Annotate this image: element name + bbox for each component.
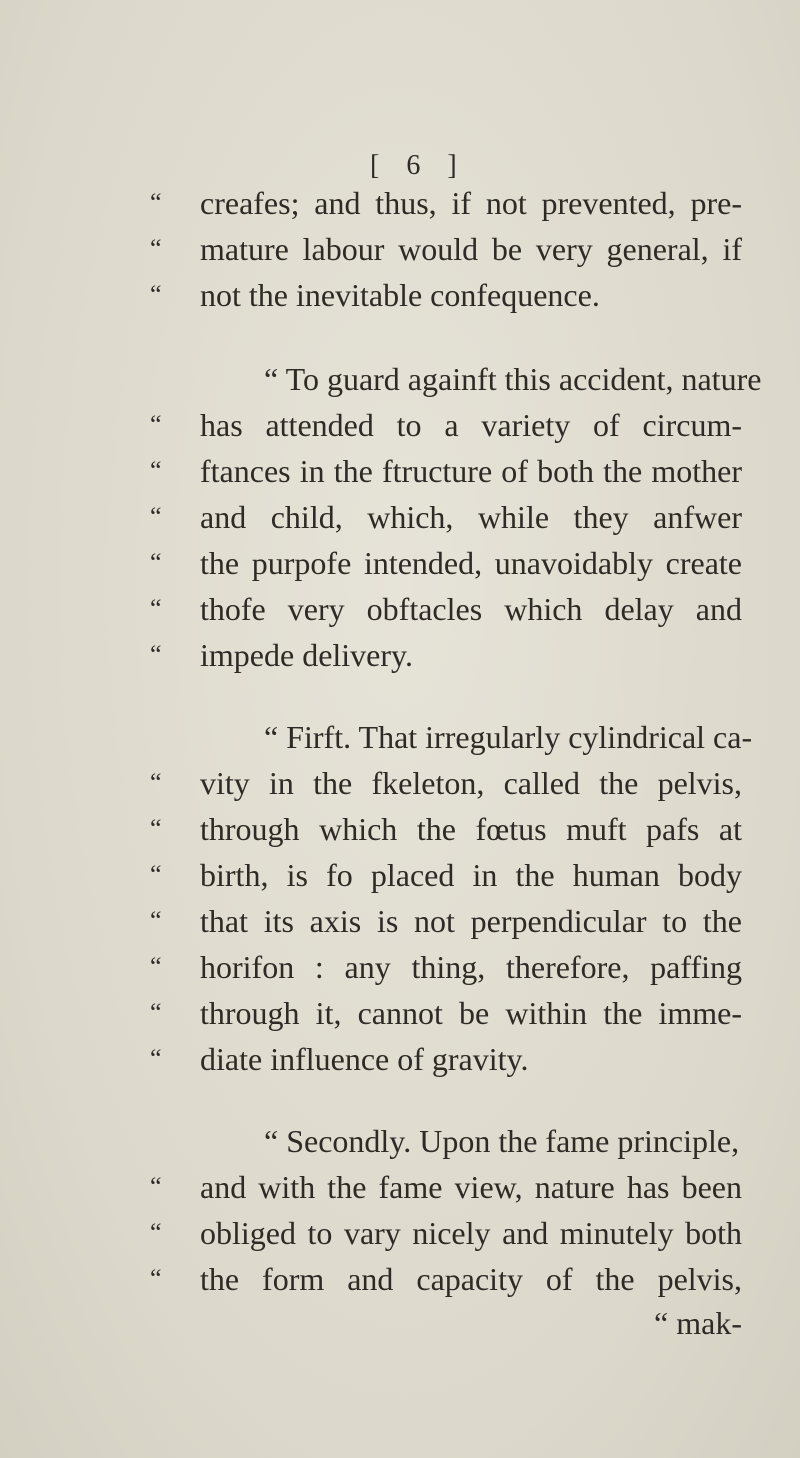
text-line <box>0 944 800 990</box>
text-line <box>0 1164 800 1210</box>
line-text: “ To guard againft this accident, nature <box>264 361 762 397</box>
text-line <box>0 1210 800 1256</box>
text-line <box>0 356 800 402</box>
text-line <box>0 898 800 944</box>
quote-mark: “ <box>150 814 162 843</box>
quote-mark: “ <box>150 234 162 263</box>
text-line <box>0 494 800 540</box>
text-line <box>0 806 800 852</box>
line-text: and with the fame view, nature has been <box>200 1169 742 1205</box>
line-text: not the inevitable confequence. <box>200 277 600 313</box>
line-text: horifon : any thing, therefore, paffing <box>200 949 742 985</box>
text-line <box>0 1036 800 1082</box>
quote-mark: “ <box>150 768 162 797</box>
line-text: obliged to vary nicely and minutely both <box>200 1215 742 1251</box>
quote-mark: “ <box>150 952 162 981</box>
text-line <box>0 402 800 448</box>
line-text: vity in the fkeleton, called the pelvis, <box>200 765 742 801</box>
page-number: [ 6 ] <box>370 150 467 181</box>
line-text: thofe very obftacles which delay and <box>200 591 742 627</box>
line-text: the purpofe intended, unavoidably create <box>200 545 742 581</box>
text-line <box>0 990 800 1036</box>
quote-mark: “ <box>150 502 162 531</box>
line-text: “ Secondly. Upon the fame principle, <box>264 1123 740 1159</box>
quote-mark: “ <box>150 640 162 669</box>
quote-mark: “ <box>150 410 162 439</box>
catchword-line <box>0 1300 800 1346</box>
line-text: has attended to a variety of circum- <box>200 407 742 443</box>
line-text: through which the fœtus muft pafs at <box>200 811 742 847</box>
quote-mark: “ <box>150 860 162 889</box>
quote-mark: “ <box>150 280 162 309</box>
line-text: birth, is fo placed in the human body <box>200 857 742 893</box>
line-text: impede delivery. <box>200 637 413 673</box>
line-text: mature labour would be very general, if <box>200 231 742 267</box>
text-line <box>0 226 800 272</box>
quote-mark: “ <box>150 998 162 1027</box>
text-line <box>0 1118 800 1164</box>
line-text: “ Firft. That irregularly cylindrical ca- <box>264 719 753 755</box>
quote-mark: “ <box>150 1044 162 1073</box>
line-text: creafes; and thus, if not prevented, pre- <box>200 185 742 221</box>
quote-mark: “ <box>150 1264 162 1293</box>
text-line <box>0 180 800 226</box>
text-line <box>0 586 800 632</box>
line-text: the form and capacity of the pelvis, <box>200 1261 742 1297</box>
quote-mark: “ <box>150 188 162 217</box>
catchword: “ mak- <box>654 1305 742 1341</box>
text-line <box>0 540 800 586</box>
line-text: through it, cannot be within the imme- <box>200 995 742 1031</box>
line-text: that its axis is not perpendicular to the <box>200 903 742 939</box>
text-line <box>0 852 800 898</box>
line-text: ftances in the ftructure of both the mother <box>200 453 742 489</box>
quote-mark: “ <box>150 1218 162 1247</box>
line-text: diate influence of gravity. <box>200 1041 529 1077</box>
quote-mark: “ <box>150 456 162 485</box>
quote-mark: “ <box>150 548 162 577</box>
text-line <box>0 272 800 318</box>
quote-mark: “ <box>150 594 162 623</box>
quote-mark: “ <box>150 906 162 935</box>
text-line <box>0 632 800 678</box>
line-text: and child, which, while they anfwer <box>200 499 742 535</box>
text-line <box>0 1256 800 1302</box>
text-line <box>0 448 800 494</box>
text-line <box>0 714 800 760</box>
quote-mark: “ <box>150 1172 162 1201</box>
text-line <box>0 760 800 806</box>
